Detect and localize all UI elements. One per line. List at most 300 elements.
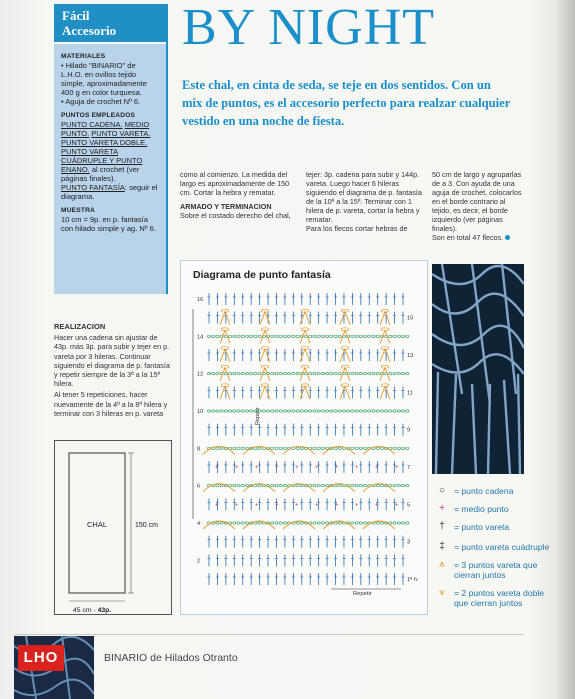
chain-stitch-mark <box>275 335 278 337</box>
chain-stitch-mark <box>309 335 312 337</box>
chain-stitch-mark <box>325 335 328 337</box>
chain-icon: ○ <box>438 485 446 496</box>
chain-stitch-mark <box>359 372 362 374</box>
chain-stitch-mark <box>258 372 261 374</box>
chain-stitch-mark <box>212 410 215 412</box>
legend-item: ○ = punto cadena <box>434 486 554 496</box>
chain-stitch-mark <box>250 372 253 374</box>
chain-stitch-mark <box>207 335 210 337</box>
chain-stitch-mark <box>288 372 291 374</box>
product-photo <box>432 264 524 474</box>
single-crochet-mark: + <box>235 465 239 471</box>
chain-stitch-mark <box>334 335 337 337</box>
chain-stitch-mark <box>330 372 333 374</box>
chain-stitch-mark <box>237 522 240 524</box>
stitch-diagram <box>180 260 428 615</box>
chain-stitch-mark <box>355 335 358 337</box>
chain-stitch-mark <box>220 484 223 486</box>
row-number-left: 12 <box>197 371 204 378</box>
chain-stitch-mark <box>363 410 366 412</box>
sample-heading: MUESTRA <box>61 207 96 214</box>
chain-stitch-mark <box>241 447 244 449</box>
chain-stitch-mark <box>258 484 261 486</box>
cluster-mark <box>380 349 390 362</box>
chain-stitch-mark <box>283 484 286 486</box>
chain-stitch-mark <box>321 447 324 449</box>
chain-stitch-mark <box>397 335 400 337</box>
chain-stitch-mark <box>275 522 278 524</box>
chain-stitch-mark <box>216 410 219 412</box>
legend-item: ‡ = punto vareta cuádruple <box>434 542 554 552</box>
chain-stitch-mark <box>313 335 316 337</box>
chain-stitch-mark <box>250 410 253 412</box>
legend-item: † = punto vareta <box>434 522 554 532</box>
brand-logo: LHO <box>18 645 64 671</box>
chain-stitch-mark <box>241 522 244 524</box>
single-crochet-mark: + <box>335 465 339 471</box>
stitch-item: PUNTO VARETA CUÁDRUPLE Y PUNTO ENANO. <box>61 147 143 174</box>
chain-stitch-mark <box>355 372 358 374</box>
chain-stitch-mark <box>271 410 274 412</box>
chain-stitch-mark <box>359 335 362 337</box>
chain-stitch-mark <box>406 484 409 486</box>
single-crochet-mark: + <box>355 502 359 509</box>
double-crochet-icon: † <box>439 521 445 532</box>
chain-stitch-mark <box>288 335 291 337</box>
chain-stitch-mark <box>313 372 316 374</box>
stitches-text: PUNTO CADENA. MEDIO PUNTO. PUNTO VARETA. PUNTO VARETA DOBLE. PUNTO VARETA CUÁDRUPLE Y PUNTO ENANO. al crochet (ver páginas finales). PUNTO FANTASÍA: seguir el diagrama. <box>61 120 158 201</box>
shawl-schematic <box>54 440 172 615</box>
repeat-vertical-label: Repetir <box>255 407 261 425</box>
page-title: BY NIGHT <box>182 0 436 56</box>
chain-stitch-mark <box>237 484 240 486</box>
chain-stitch-mark <box>258 447 261 449</box>
chain-stitch-mark <box>241 484 244 486</box>
chain-stitch-mark <box>317 447 320 449</box>
chain-stitch-mark <box>271 522 274 524</box>
chain-stitch-mark <box>397 410 400 412</box>
chain-stitch-mark <box>220 447 223 449</box>
chain-stitch-mark <box>397 522 400 524</box>
chain-stitch-mark <box>296 522 299 524</box>
chain-stitch-mark <box>355 522 358 524</box>
chain-stitch-mark <box>313 410 316 412</box>
end-mark-icon <box>505 235 510 240</box>
chain-stitch-mark <box>334 372 337 374</box>
intro-text: Este chal, en cinta de seda, se teje en dos sentidos. Con un mix de puntos, es el accesorio perfecto para realzar cualquier vestido en una noche de fiesta. <box>182 78 511 128</box>
chain-stitch-mark <box>313 484 316 486</box>
photo-detail <box>432 264 524 474</box>
chain-stitch-mark <box>313 447 316 449</box>
chain-stitch-mark <box>250 335 253 337</box>
repeat-horizontal-label: Repetir <box>353 591 372 597</box>
chain-stitch-mark <box>321 372 324 374</box>
row-number-right: 7 <box>407 465 411 471</box>
chain-stitch-mark <box>401 410 404 412</box>
chain-stitch-mark <box>401 522 404 524</box>
cluster-mark <box>340 386 350 399</box>
chain-stitch-mark <box>296 484 299 486</box>
cluster-mark <box>380 368 390 381</box>
chain-stitch-mark <box>393 522 396 524</box>
category-label: Accesorio <box>62 23 117 38</box>
chain-stitch-mark <box>393 484 396 486</box>
cluster-mark <box>220 349 230 362</box>
chain-stitch-mark <box>334 484 337 486</box>
schematic-drawing <box>55 441 173 616</box>
single-crochet-mark: + <box>315 465 319 471</box>
chain-stitch-mark <box>351 372 354 374</box>
row-number-right: 11 <box>407 390 413 397</box>
chain-stitch-mark <box>216 447 219 449</box>
chain-stitch-mark <box>338 335 341 337</box>
chain-stitch-mark <box>233 522 236 524</box>
chain-stitch-mark <box>296 410 299 412</box>
row-number-right: 9 <box>407 427 411 434</box>
chain-stitch-mark <box>325 522 328 524</box>
single-crochet-mark: + <box>375 465 379 471</box>
chain-stitch-mark <box>288 410 291 412</box>
chain-stitch-mark <box>406 335 409 337</box>
cluster-mark <box>260 386 270 399</box>
single-crochet-mark: + <box>395 502 399 509</box>
chain-stitch-mark <box>393 447 396 449</box>
chain-stitch-mark <box>363 522 366 524</box>
cluster-mark <box>380 330 390 343</box>
chain-stitch-mark <box>401 372 404 374</box>
stitch-item: MEDIO PUNTO. <box>61 120 150 138</box>
chain-stitch-mark <box>376 372 379 374</box>
chain-stitch-mark <box>397 372 400 374</box>
schematic-width: 45 cm - 43p. <box>73 607 112 614</box>
single-crochet-mark: + <box>215 465 219 471</box>
row-number-left: 10 <box>197 409 204 415</box>
chain-stitch-mark <box>363 335 366 337</box>
chain-stitch-mark <box>292 372 295 374</box>
chain-stitch-mark <box>258 335 261 337</box>
chain-stitch-mark <box>300 522 303 524</box>
chain-stitch-mark <box>338 484 341 486</box>
chain-stitch-mark <box>237 410 240 412</box>
single-crochet-icon: + <box>439 503 445 514</box>
chain-stitch-mark <box>254 372 257 374</box>
chain-stitch-mark <box>241 410 244 412</box>
chain-stitch-mark <box>317 484 320 486</box>
chain-stitch-mark <box>338 522 341 524</box>
chain-stitch-mark <box>351 410 354 412</box>
chain-stitch-mark <box>271 372 274 374</box>
chain-stitch-mark <box>342 410 345 412</box>
chain-stitch-mark <box>376 447 379 449</box>
chain-stitch-mark <box>363 372 366 374</box>
row-number-right: 15 <box>407 315 414 322</box>
row-number-right: 1ª h. <box>407 577 419 583</box>
text-column-3: tejer: 3p. cadena para subir y 144p. vareta. Luego hacer 6 hileras siguiendo el diagrama de p. fantasía de la 10ª a la 15ª. Terminar con 1 hilera de p. vareta, cortar la hebra y rematar. Para los flecos cortar hebras de <box>306 170 422 233</box>
chain-stitch-mark <box>300 410 303 412</box>
row-number-left: 14 <box>197 334 204 341</box>
cluster-mark <box>220 386 230 399</box>
chain-stitch-mark <box>325 484 328 486</box>
chain-stitch-mark <box>389 335 392 337</box>
chain-stitch-mark <box>275 372 278 374</box>
chain-stitch-mark <box>321 484 324 486</box>
legend-item: + = medio punto <box>434 504 554 514</box>
chain-stitch-mark <box>351 484 354 486</box>
chain-stitch-mark <box>283 335 286 337</box>
row-number-left: 6 <box>197 483 201 490</box>
single-crochet-mark: + <box>395 465 399 471</box>
chain-stitch-mark <box>406 447 409 449</box>
chain-stitch-mark <box>359 484 362 486</box>
chain-stitch-mark <box>347 410 350 412</box>
chain-stitch-mark <box>401 335 404 337</box>
quadruple-crochet-icon: ‡ <box>439 541 445 552</box>
chain-stitch-mark <box>292 410 295 412</box>
chain-stitch-mark <box>279 410 282 412</box>
single-crochet-mark: + <box>255 502 259 509</box>
single-crochet-mark: + <box>315 502 319 509</box>
schematic-height: 150 cm <box>135 522 158 529</box>
chain-stitch-mark <box>216 335 219 337</box>
chain-stitch-mark <box>363 484 366 486</box>
stitch-item: PUNTO VARETA DOBLE. <box>61 138 148 147</box>
single-crochet-mark: + <box>255 465 259 471</box>
chain-stitch-mark <box>233 372 236 374</box>
stitch-fancy: PUNTO FANTASÍA <box>61 183 125 192</box>
row-number-right: 5 <box>407 502 411 509</box>
chain-stitch-mark <box>393 410 396 412</box>
chain-stitch-mark <box>359 447 362 449</box>
single-crochet-mark: + <box>275 502 279 509</box>
row-number-left: 2 <box>197 558 201 565</box>
chain-stitch-mark <box>397 484 400 486</box>
cluster-mark <box>260 312 270 325</box>
chain-stitch-mark <box>271 484 274 486</box>
chain-stitch-mark <box>271 335 274 337</box>
chain-stitch-mark <box>207 372 210 374</box>
single-crochet-mark: + <box>355 465 359 471</box>
chain-stitch-mark <box>406 372 409 374</box>
chain-stitch-mark <box>279 522 282 524</box>
chain-stitch-mark <box>245 447 248 449</box>
chain-stitch-mark <box>325 372 328 374</box>
chain-stitch-mark <box>292 335 295 337</box>
chain-stitch-mark <box>228 372 231 374</box>
single-crochet-mark: + <box>375 502 379 509</box>
cluster-mark <box>220 312 230 325</box>
chain-stitch-mark <box>385 410 388 412</box>
chain-stitch-mark <box>216 372 219 374</box>
chain-stitch-mark <box>254 335 257 337</box>
chain-stitch-mark <box>376 335 379 337</box>
row-number-left: 16 <box>197 297 204 303</box>
chain-stitch-mark <box>389 410 392 412</box>
chain-stitch-mark <box>296 447 299 449</box>
text-column-2: como al comienzo. La medida del largo es aproximadamente de 150 cm. Cortar la hebra y rematar. ARMADO Y TERMINACION Sobre el costado derecho del chal, <box>180 170 298 220</box>
page-spine-shadow <box>557 0 575 699</box>
row-number-left: 4 <box>197 521 201 527</box>
diagram-legend <box>434 486 554 616</box>
chain-stitch-mark <box>266 410 269 412</box>
chain-stitch-mark <box>380 484 383 486</box>
chain-stitch-mark <box>304 410 307 412</box>
chain-stitch-mark <box>406 522 409 524</box>
chain-stitch-mark <box>245 410 248 412</box>
chain-stitch-mark <box>389 372 392 374</box>
chain-stitch-mark <box>224 410 227 412</box>
chain-stitch-mark <box>330 410 333 412</box>
chain-stitch-mark <box>228 410 231 412</box>
chain-stitch-mark <box>313 522 316 524</box>
schematic-label: CHAL <box>87 520 108 529</box>
text-column-4: 50 cm de largo y agruparlas de a 3. Con ayuda de una aguja de crochet, colocarlos en el borde contrario al tejido, es decir, el borde izquierdo (ver páginas finales). Son en total 47 flecos. <box>432 170 522 242</box>
chain-stitch-mark <box>241 335 244 337</box>
chain-stitch-mark <box>376 410 379 412</box>
chain-stitch-mark <box>380 410 383 412</box>
footer-divider <box>14 634 524 635</box>
chain-stitch-mark <box>258 522 261 524</box>
chain-stitch-mark <box>245 372 248 374</box>
stitch-item: PUNTO VARETA. <box>91 129 151 138</box>
chain-stitch-mark <box>279 484 282 486</box>
chain-stitch-mark <box>296 372 299 374</box>
chain-stitch-mark <box>355 447 358 449</box>
chain-stitch-mark <box>355 410 358 412</box>
single-crochet-mark: + <box>275 465 279 471</box>
single-crochet-mark: + <box>295 502 299 509</box>
chain-stitch-mark <box>338 410 341 412</box>
chain-stitch-mark <box>321 335 324 337</box>
materials-heading: MATERIALES <box>61 53 106 60</box>
chain-stitch-mark <box>207 410 210 412</box>
chain-stitch-mark <box>351 447 354 449</box>
chain-stitch-mark <box>233 335 236 337</box>
chain-stitch-mark <box>317 522 320 524</box>
chain-stitch-mark <box>237 335 240 337</box>
diagram-chart <box>181 261 429 616</box>
chain-stitch-mark <box>300 484 303 486</box>
chain-stitch-mark <box>245 335 248 337</box>
chain-stitch-mark <box>330 335 333 337</box>
row-number-left: 8 <box>197 446 201 453</box>
chain-stitch-mark <box>376 484 379 486</box>
chain-stitch-mark <box>321 410 324 412</box>
row-number-right: 13 <box>407 353 414 359</box>
chain-stitch-mark <box>271 447 274 449</box>
materials-sidebar <box>54 44 166 294</box>
chain-stitch-mark <box>228 335 231 337</box>
single-crochet-mark: + <box>235 502 239 509</box>
chain-stitch-mark <box>296 335 299 337</box>
chain-stitch-mark <box>216 484 219 486</box>
chain-stitch-mark <box>334 522 337 524</box>
chain-stitch-mark <box>351 335 354 337</box>
cluster-mark <box>340 349 350 362</box>
single-crochet-mark: + <box>295 465 299 471</box>
single-crochet-mark: + <box>215 502 219 509</box>
chain-stitch-mark <box>317 372 320 374</box>
chain-stitch-mark <box>376 522 379 524</box>
chain-stitch-mark <box>220 410 223 412</box>
chain-stitch-mark <box>212 372 215 374</box>
chain-stitch-mark <box>216 522 219 524</box>
stitch-item: PUNTO CADENA. <box>61 120 123 129</box>
instructions-heading: REALIZACION <box>54 322 106 331</box>
row-number-right: 3 <box>407 539 411 546</box>
chain-stitch-mark <box>300 447 303 449</box>
chain-stitch-mark <box>325 410 328 412</box>
chain-stitch-mark <box>245 522 248 524</box>
two-tr-cluster-icon: ⩛ <box>439 587 445 598</box>
cluster-mark <box>380 386 390 399</box>
chain-stitch-mark <box>275 447 278 449</box>
three-dc-cluster-icon: ⩚ <box>439 559 445 570</box>
diagram-title: Diagrama de punto fantasía <box>193 269 331 281</box>
divider <box>166 4 168 294</box>
chain-stitch-mark <box>368 335 371 337</box>
chain-stitch-mark <box>279 447 282 449</box>
chain-stitch-mark <box>283 447 286 449</box>
chain-stitch-mark <box>397 447 400 449</box>
chain-stitch-mark <box>317 410 320 412</box>
chain-stitch-mark <box>406 410 409 412</box>
sample-text: 10 cm = 9p. en p. fantasía con hilado simple y ag. Nº 6. <box>61 215 156 233</box>
chain-stitch-mark <box>338 372 341 374</box>
chain-stitch-mark <box>380 447 383 449</box>
chain-stitch-mark <box>401 447 404 449</box>
chain-stitch-mark <box>372 410 375 412</box>
cluster-mark <box>260 349 270 362</box>
chain-stitch-mark <box>359 522 362 524</box>
chain-stitch-mark <box>237 447 240 449</box>
instructions: REALIZACION Hacer una cadena sin ajustar de 43p. más 3p. para subir y tejer en p. vareta por 3 hileras. Continuar siguiendo el diagrama de p. fantasía y repetir siempre de la 3ª a la 15ª hilera. Al tener 5 repeticiones, hacer nuevamente de la 4ª a la 8ª hilera y terminar con 3 hileras en p. vareta <box>54 322 172 420</box>
chain-stitch-mark <box>279 372 282 374</box>
chain-stitch-mark <box>372 335 375 337</box>
chain-stitch-mark <box>325 447 328 449</box>
chain-stitch-mark <box>241 372 244 374</box>
chain-stitch-mark <box>334 410 337 412</box>
chain-stitch-mark <box>275 484 278 486</box>
assembly-heading: ARMADO Y TERMINACION <box>180 202 272 211</box>
difficulty-level: Fácil <box>62 8 90 23</box>
chain-stitch-mark <box>283 372 286 374</box>
chain-stitch-mark <box>380 522 383 524</box>
chain-stitch-mark <box>309 410 312 412</box>
chain-stitch-mark <box>363 447 366 449</box>
chain-stitch-mark <box>212 335 215 337</box>
chain-stitch-mark <box>283 522 286 524</box>
chain-stitch-mark <box>401 484 404 486</box>
materials-text: • Hilado "BINARIO" de L.H.O. en ovillos tejido simple, aproximadamente 400 g en color turquesa. • Aguja de crochet Nº 6. <box>61 61 147 106</box>
chain-stitch-mark <box>351 522 354 524</box>
chain-stitch-mark <box>283 410 286 412</box>
chain-stitch-mark <box>220 522 223 524</box>
chain-stitch-mark <box>372 372 375 374</box>
chain-stitch-mark <box>393 335 396 337</box>
chain-stitch-mark <box>262 410 265 412</box>
chain-stitch-mark <box>317 335 320 337</box>
difficulty-box <box>54 4 166 42</box>
chain-stitch-mark <box>355 484 358 486</box>
chain-stitch-mark <box>368 372 371 374</box>
footer-credit: BINARIO de Hilados Otranto <box>104 652 238 664</box>
chain-stitch-mark <box>275 410 278 412</box>
chain-stitch-mark <box>233 484 236 486</box>
chain-stitch-mark <box>309 372 312 374</box>
chain-stitch-mark <box>359 410 362 412</box>
chain-stitch-mark <box>321 522 324 524</box>
chain-stitch-mark <box>334 447 337 449</box>
